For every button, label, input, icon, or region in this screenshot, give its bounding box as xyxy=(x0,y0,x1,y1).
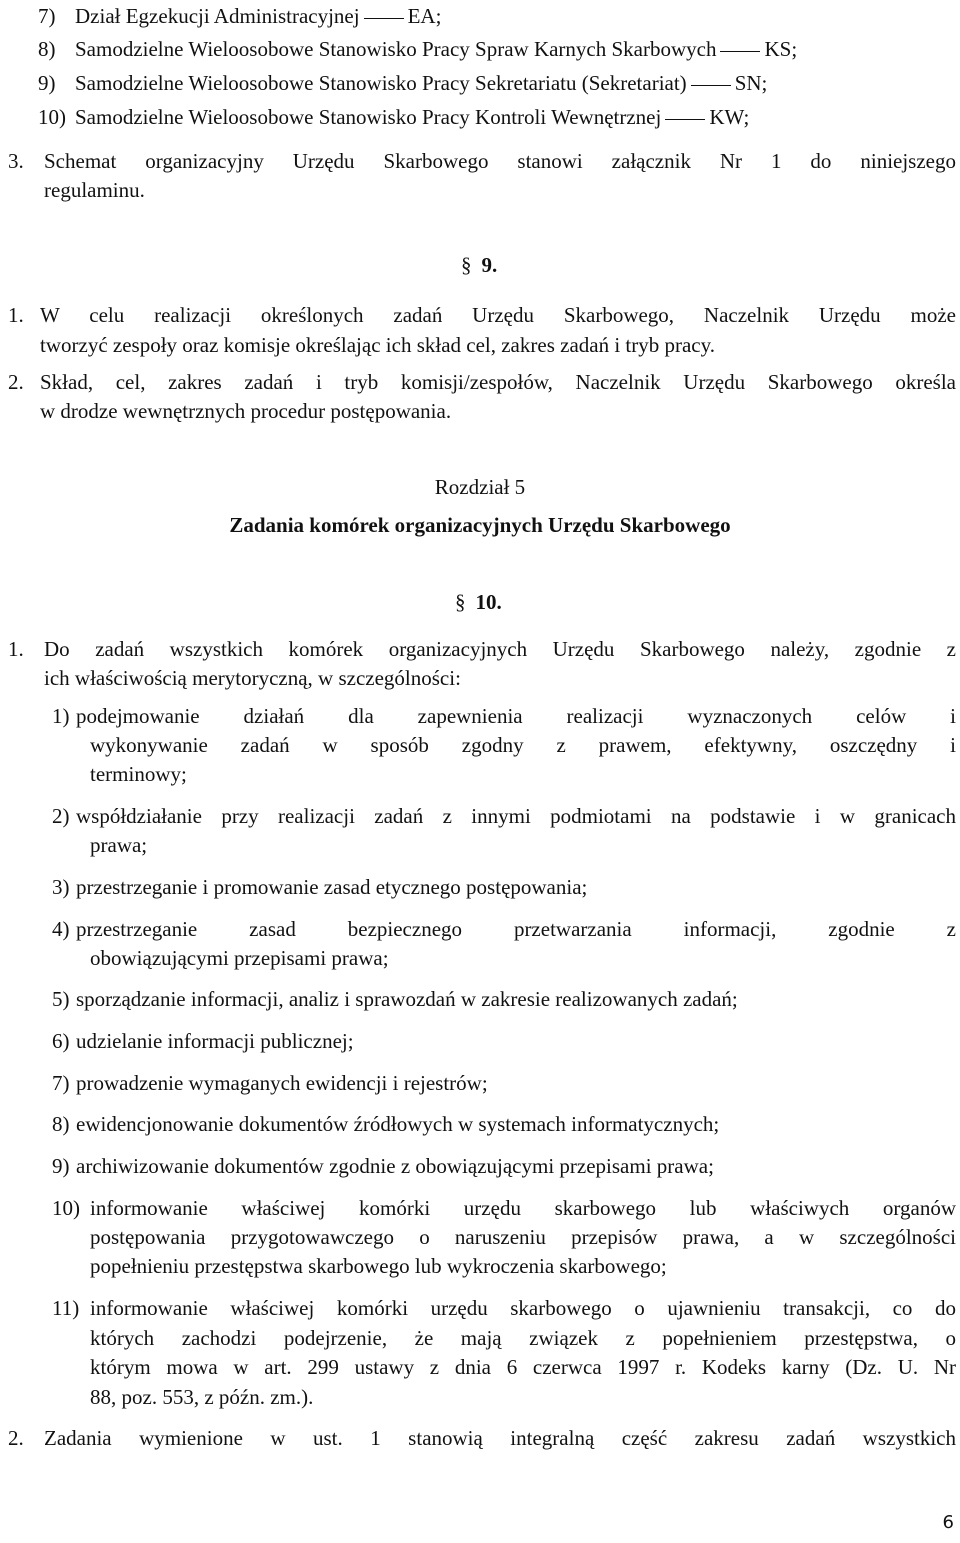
list-item-line: wykonywanie zadań w sposób zgodny z prawem, efektywny, oszczędny i xyxy=(90,733,956,757)
list-item-line: popełnieniu przestępstwa skarbowego lub wykroczenia skarbowego; xyxy=(90,1254,667,1278)
list-item-number: 6) xyxy=(52,1029,70,1053)
list-item-line: terminowy; xyxy=(90,762,187,786)
unit-code: SN; xyxy=(734,71,768,95)
section-heading xyxy=(461,250,497,280)
dash-separator xyxy=(720,51,760,52)
list-item-number: 11) xyxy=(52,1296,80,1320)
list-item-line: archiwizowanie dokumentów zgodnie z obowiązującymi przepisami prawa; xyxy=(76,1154,714,1178)
paragraph-number: 1. xyxy=(8,637,24,661)
list-item-line: którym mowa w art. 299 ustawy z dnia 6 czerwca 1997 r. Kodeks karny (Dz. U. Nr xyxy=(90,1355,956,1379)
unit-code: KW; xyxy=(709,105,750,129)
section-sign: § xyxy=(461,253,472,277)
list-item-number: 7) xyxy=(38,4,56,28)
paragraph-line: regulaminu. xyxy=(44,178,145,202)
list-item-number: 10) xyxy=(52,1196,80,1220)
unit-code: EA; xyxy=(407,4,442,28)
list-item-number: 8) xyxy=(52,1112,70,1136)
paragraph-line: Skład, cel, zakres zadań i tryb komisji/zespołów, Naczelnik Urzędu Skarbowego określa xyxy=(40,370,956,394)
list-item-line: przestrzeganie zasad bezpiecznego przetwarzania informacji, zgodnie z xyxy=(76,917,956,941)
list-item-number: 2) xyxy=(52,804,70,828)
list-item-number: 5) xyxy=(52,987,70,1011)
page-number: 6 xyxy=(942,1512,954,1533)
paragraph-line: tworzyć zespoły oraz komisje określając ich skład cel, zakres zadań i tryb pracy. xyxy=(40,333,716,357)
list-item-line: współdziałanie przy realizacji zadań z innymi podmiotami na podstawie i w granicach xyxy=(76,804,956,828)
chapter-title: Zadania komórek organizacyjnych Urzędu Skarbowego xyxy=(229,513,731,537)
list-item-text: Samodzielne Wieloosobowe Stanowisko Pracy Sekretariatu (Sekretariat) xyxy=(75,71,687,95)
list-item xyxy=(75,69,767,97)
list-item-line: udzielanie informacji publicznej; xyxy=(76,1029,354,1053)
paragraph-line: w drodze wewnętrznych procedur postępowania. xyxy=(40,399,452,423)
list-item-number: 9) xyxy=(38,71,56,95)
paragraph-number: 2. xyxy=(8,1426,24,1450)
list-item-number: 9) xyxy=(52,1154,70,1178)
section-number: 9. xyxy=(481,253,498,277)
section-heading xyxy=(455,587,502,617)
list-item-number: 1) xyxy=(52,704,70,728)
list-item-number: 7) xyxy=(52,1071,70,1095)
list-item-text: Samodzielne Wieloosobowe Stanowisko Pracy Spraw Karnych Skarbowych xyxy=(75,37,717,61)
list-item-line: których zachodzi podejrzenie, że mają związek z popełnieniem przestępstwa, o xyxy=(90,1326,956,1350)
list-item-text: Samodzielne Wieloosobowe Stanowisko Pracy Kontroli Wewnętrznej xyxy=(75,105,662,129)
list-item-line: informowanie właściwej komórki urzędu skarbowego o ujawnieniu transakcji, co do xyxy=(90,1296,956,1320)
paragraph-number: 1. xyxy=(8,303,24,327)
paragraph-line: W celu realizacji określonych zadań Urzędu Skarbowego, Naczelnik Urzędu może xyxy=(40,303,956,327)
list-item-line: prawa; xyxy=(90,833,148,857)
dash-separator xyxy=(691,85,731,86)
section-number: 10. xyxy=(475,590,502,614)
list-item-line: obowiązującymi przepisami prawa; xyxy=(90,946,389,970)
list-item-line: przestrzeganie i promowanie zasad etycznego postępowania; xyxy=(76,875,588,899)
paragraph-line: Zadania wymienione w ust. 1 stanowią integralną część zakresu zadań wszystkich xyxy=(44,1426,956,1450)
paragraph-line: Schemat organizacyjny Urzędu Skarbowego stanowi załącznik Nr 1 do niniejszego xyxy=(44,149,956,173)
chapter-label: Rozdział 5 xyxy=(434,475,526,499)
paragraph-line: Do zadań wszystkich komórek organizacyjnych Urzędu Skarbowego należy, zgodnie z xyxy=(44,637,956,661)
list-item-line: postępowania przygotowawczego o naruszeniu przepisów prawa, a w szczególności xyxy=(90,1225,956,1249)
section-sign: § xyxy=(455,590,466,614)
list-item-line: informowanie właściwej komórki urzędu skarbowego lub właściwych organów xyxy=(90,1196,956,1220)
unit-code: KS; xyxy=(764,37,798,61)
list-item-number: 3) xyxy=(52,875,70,899)
list-item xyxy=(75,2,441,30)
list-item-text: Dział Egzekucji Administracyjnej xyxy=(75,4,360,28)
paragraph-number: 3. xyxy=(8,149,24,173)
dash-separator xyxy=(665,119,705,120)
paragraph-number: 2. xyxy=(8,370,24,394)
list-item xyxy=(75,103,749,131)
paragraph-line: ich właściwością merytoryczną, w szczególności: xyxy=(44,666,461,690)
list-item-line: 88, poz. 553, z późn. zm.). xyxy=(90,1385,314,1409)
list-item-number: 10) xyxy=(38,105,66,129)
list-item-number: 4) xyxy=(52,917,70,941)
list-item-line: prowadzenie wymaganych ewidencji i rejestrów; xyxy=(76,1071,488,1095)
list-item-line: sporządzanie informacji, analiz i sprawozdań w zakresie realizowanych zadań; xyxy=(76,987,738,1011)
list-item-line: ewidencjonowanie dokumentów źródłowych w systemach informatycznych; xyxy=(76,1112,720,1136)
list-item-number: 8) xyxy=(38,37,56,61)
dash-separator xyxy=(364,18,404,19)
list-item-line: podejmowanie działań dla zapewnienia realizacji wyznaczonych celów i xyxy=(76,704,956,728)
list-item xyxy=(75,35,797,63)
